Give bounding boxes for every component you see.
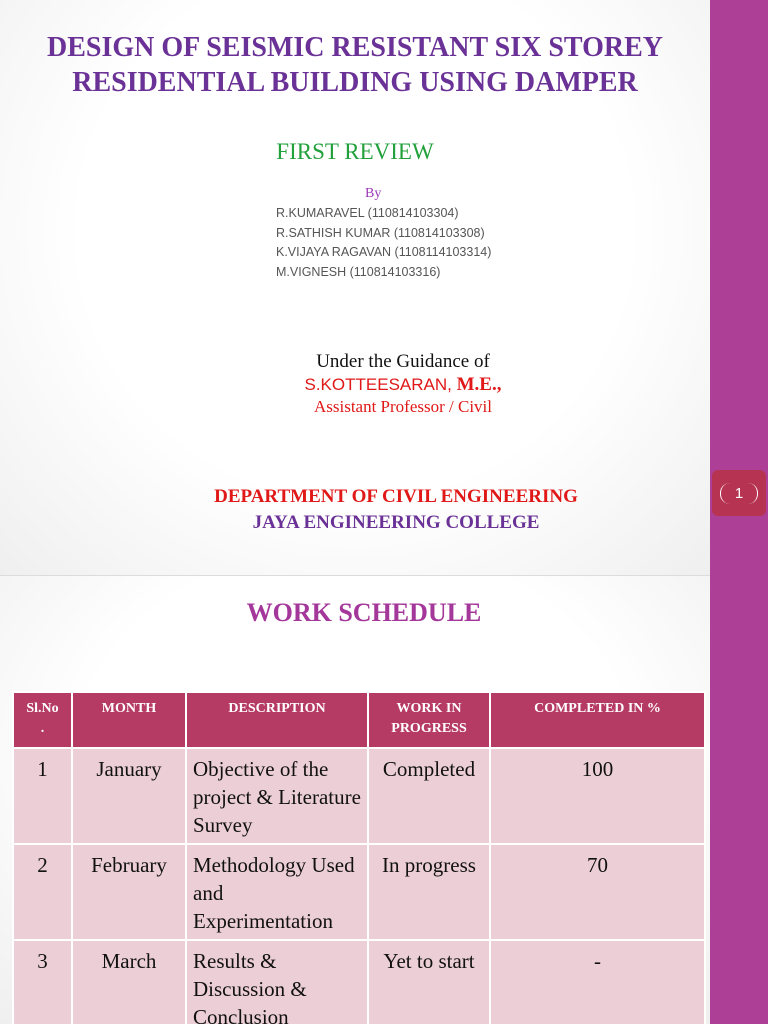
header-work-in-progress: WORK IN PROGRESS bbox=[368, 692, 490, 748]
guide-name-text: S.KOTTEESARAN, bbox=[304, 375, 452, 394]
cell-month: February bbox=[72, 844, 186, 940]
table-row bbox=[13, 844, 705, 940]
cell-sl-no: 1 bbox=[13, 748, 72, 844]
cell-description: Objective of the project & Literature Survey bbox=[186, 748, 368, 844]
college-name: JAYA ENGINEERING COLLEGE bbox=[252, 512, 540, 533]
work-schedule-table bbox=[12, 691, 706, 1024]
cell-month: January bbox=[72, 748, 186, 844]
header-month: MONTH bbox=[72, 692, 186, 748]
page-number: 1 bbox=[720, 483, 758, 504]
project-title bbox=[0, 30, 710, 100]
work-schedule-title: WORK SCHEDULE bbox=[246, 598, 482, 627]
cell-status: Yet to start bbox=[368, 940, 490, 1024]
table-row bbox=[13, 940, 705, 1024]
student-list bbox=[276, 204, 491, 282]
cell-month: March bbox=[72, 940, 186, 1024]
review-label: FIRST REVIEW bbox=[276, 139, 434, 164]
department-name: DEPARTMENT OF CIVIL ENGINEERING bbox=[214, 486, 578, 507]
guidance-label: Under the Guidance of bbox=[316, 351, 490, 372]
page-number-badge bbox=[712, 470, 766, 516]
cell-status: Completed bbox=[368, 748, 490, 844]
guide-designation: Assistant Professor / Civil bbox=[313, 397, 493, 416]
header-completed: COMPLETED IN % bbox=[490, 692, 705, 748]
cell-sl-no: 3 bbox=[13, 940, 72, 1024]
header-sl-no: Sl.No . bbox=[13, 692, 72, 748]
institution-block bbox=[0, 484, 710, 536]
student-name: R.KUMARAVEL (110814103304) bbox=[276, 206, 459, 220]
table-row bbox=[13, 748, 705, 844]
project-title-line-2: RESIDENTIAL BUILDING USING DAMPER bbox=[72, 67, 638, 98]
by-label: By bbox=[365, 186, 382, 201]
project-title-line-1: DESIGN OF SEISMIC RESISTANT SIX STOREY bbox=[47, 32, 663, 63]
cell-completed: 100 bbox=[490, 748, 705, 844]
cell-status: In progress bbox=[368, 844, 490, 940]
cell-sl-no: 2 bbox=[13, 844, 72, 940]
student-name: K.VIJAYA RAGAVAN (1108114103314) bbox=[276, 245, 492, 259]
cell-completed: - bbox=[490, 940, 705, 1024]
slide-work-schedule bbox=[0, 576, 710, 1024]
guide-name bbox=[0, 374, 710, 396]
header-description: DESCRIPTION bbox=[186, 692, 368, 748]
cell-description: Results & Discussion & Conclusion bbox=[186, 940, 368, 1024]
table-header-row bbox=[13, 692, 705, 748]
cell-completed: 70 bbox=[490, 844, 705, 940]
student-name: M.VIGNESH (110814103316) bbox=[276, 264, 441, 279]
guide-degree: M.E., bbox=[451, 374, 502, 395]
student-name: R.SATHISH KUMAR (110814103308) bbox=[276, 225, 485, 240]
cell-description: Methodology Used and Experimentation bbox=[186, 844, 368, 940]
